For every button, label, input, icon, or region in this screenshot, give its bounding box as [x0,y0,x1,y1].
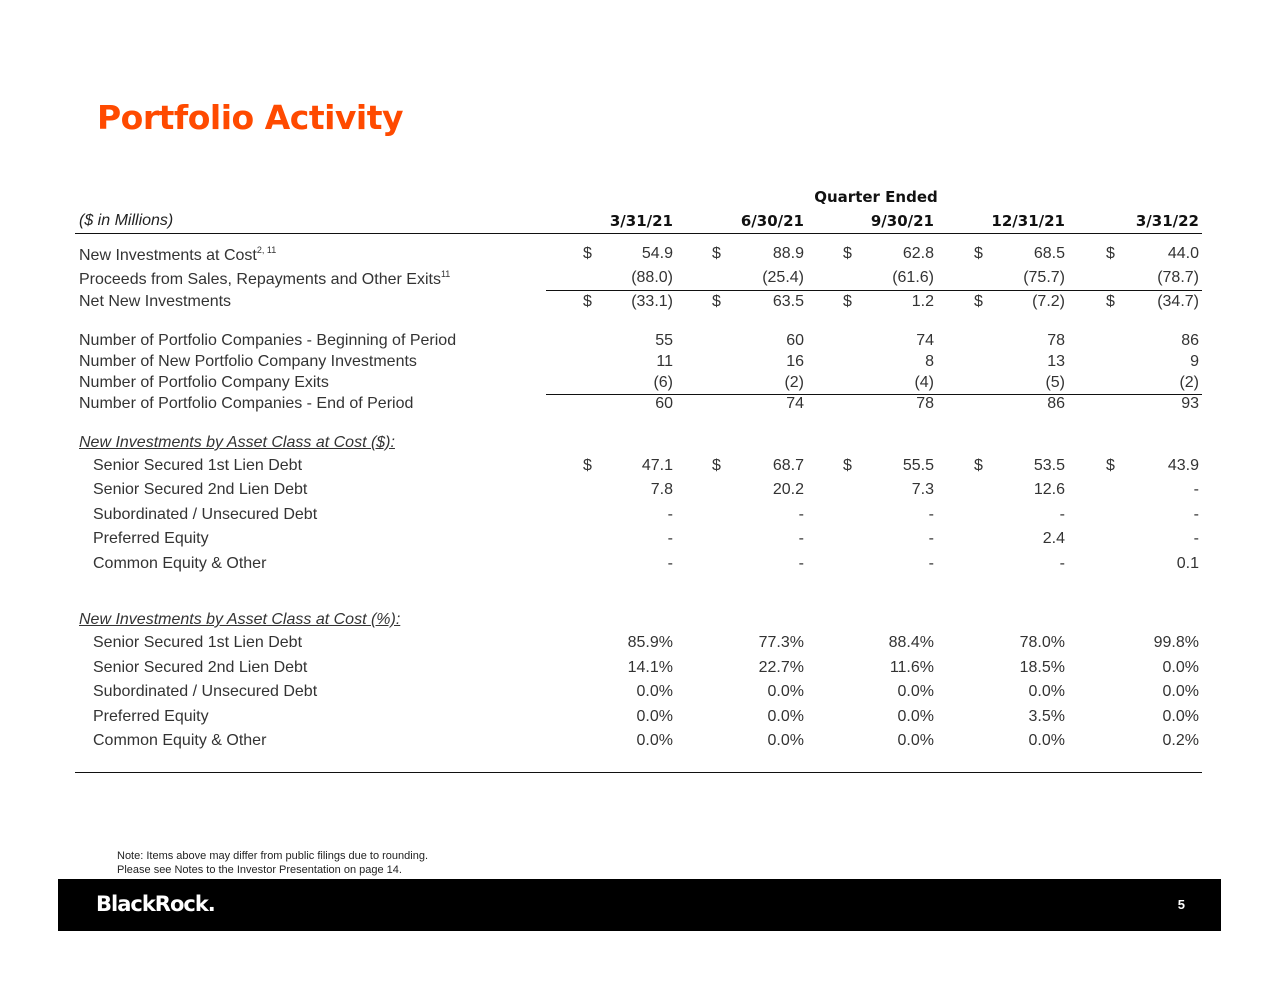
dollar-sign: $ [712,245,721,262]
row-label [93,659,307,677]
section-heading-dollars: New Investments by Asset Class at Cost ($): [79,434,395,451]
table-cell: (5) [1045,374,1065,391]
column-header: 9/30/21 [870,212,934,230]
dollar-sign: $ [712,293,721,310]
row-label-text: Number of Portfolio Company Exits [79,374,329,391]
dollar-sign: $ [843,245,852,262]
column-header: 3/31/21 [609,212,673,230]
row-label-text: Senior Secured 1st Lien Debt [93,457,303,474]
table-cell: 88.4% [888,634,934,651]
row-label [79,374,329,392]
row-label-text: New Investments at Cost [79,247,257,264]
row-label [93,732,266,750]
row-label-text: Preferred Equity [93,708,209,725]
table-cell: 1.2 [911,293,934,310]
row-label-text: Senior Secured 2nd Lien Debt [93,659,308,676]
row-label [79,269,450,289]
table-cell: 85.9% [627,634,673,651]
dollar-sign: $ [974,293,983,310]
table-cell: 0.0% [897,708,934,725]
dollar-sign: $ [583,457,592,474]
row-label-text: Number of Portfolio Companies - Beginning of Period [79,332,457,349]
page-number: 5 [1177,897,1185,912]
table-cell: 0.0% [1162,683,1199,700]
table-cell: 68.7 [772,457,804,474]
table-cell: 88.9 [772,245,804,262]
dollar-sign: $ [843,293,852,310]
table-cell: - [667,506,673,523]
dollar-sign: $ [583,245,592,262]
table-cell: - [667,530,673,547]
header-rule [75,233,1202,234]
table-cell: (6) [653,374,673,391]
table-cell: 20.2 [772,481,804,498]
table-cell: 43.9 [1167,457,1199,474]
row-label [93,506,317,524]
table-cell: 13 [1047,353,1065,370]
table-cell: 55.5 [902,457,934,474]
table-cell: - [667,555,673,572]
table-cell: 22.7% [758,659,804,676]
dollar-sign: $ [1106,457,1115,474]
table-cell: (61.6) [892,269,934,286]
column-header: 3/31/22 [1135,212,1199,230]
quarter-ended-heading: Quarter Ended [814,188,938,206]
table-cell: (2) [784,374,804,391]
footer-bar [58,879,1221,931]
table-cell: 53.5 [1033,457,1065,474]
row-label-text: Proceeds from Sales, Repayments and Other Exits [79,271,441,288]
table-cell: - [1059,506,1065,523]
table-cell: 11 [656,353,673,370]
table-cell: 60 [655,395,673,412]
table-cell: 11.6% [889,659,934,676]
table-cell: 0.0% [897,683,934,700]
table-cell: 86 [1047,395,1065,412]
table-cell: - [1193,506,1199,523]
dollar-sign: $ [1106,293,1115,310]
table-cell: 93 [1181,395,1199,412]
table-cell: 60 [786,332,804,349]
table-cell: 16 [786,353,804,370]
net-new-rule [546,290,1202,291]
blackrock-logo: BlackRock. [96,892,215,916]
table-cell: 47.1 [641,457,673,474]
row-label-text: Common Equity & Other [93,732,267,749]
table-cell: 44.0 [1167,245,1199,262]
table-cell: 78.0% [1019,634,1065,651]
row-label [93,683,317,701]
row-label [93,530,209,548]
row-label [79,293,231,311]
row-label [93,634,302,652]
row-label-text: Senior Secured 2nd Lien Debt [93,481,308,498]
table-cell: 3.5% [1028,708,1065,725]
table-cell: 2.4 [1042,530,1065,547]
table-cell: (75.7) [1023,269,1065,286]
table-cell: (34.7) [1157,293,1199,310]
row-label [93,555,266,573]
table-bottom-rule [75,772,1202,773]
table-cell: 78 [1047,332,1065,349]
row-label [79,395,413,413]
table-cell: 0.0% [1162,659,1199,676]
table-cell: 0.2% [1162,732,1199,749]
column-header: 6/30/21 [740,212,804,230]
table-cell: 12.6 [1033,481,1065,498]
table-cell: - [928,506,934,523]
row-label-text: Net New Investments [79,293,232,310]
table-cell: 0.0% [767,683,804,700]
table-cell: 0.0% [1162,708,1199,725]
table-cell: 0.0% [1028,732,1065,749]
footnote-reference: 2, 11 [256,245,277,255]
table-cell: 0.0% [897,732,934,749]
table-cell: 0.0% [636,683,673,700]
row-label [79,245,276,265]
table-cell: 54.9 [641,245,673,262]
table-cell: 68.5 [1033,245,1065,262]
table-cell: (88.0) [631,269,673,286]
table-cell: - [928,530,934,547]
row-label [93,457,302,475]
table-cell: 99.8% [1153,634,1199,651]
table-cell: 74 [916,332,934,349]
dollar-sign: $ [974,245,983,262]
dollar-sign: $ [843,457,852,474]
row-label-text: Subordinated / Unsecured Debt [93,683,318,700]
page-title: Portfolio Activity [97,98,404,137]
section-heading-percent: New Investments by Asset Class at Cost (%): [79,611,401,628]
table-cell: 7.3 [911,481,934,498]
table-cell: (33.1) [631,293,673,310]
table-cell: (25.4) [762,269,804,286]
table-cell: 9 [1190,353,1199,370]
table-cell: 62.8 [902,245,934,262]
table-cell: (2) [1179,374,1199,391]
table-cell: 77.3% [758,634,804,651]
row-label-text: Senior Secured 1st Lien Debt [93,634,303,651]
table-cell: - [1193,530,1199,547]
table-cell: 63.5 [772,293,804,310]
dollar-sign: $ [974,457,983,474]
table-cell: 8 [925,353,934,370]
table-cell: 0.0% [1028,683,1065,700]
table-cell: 74 [786,395,804,412]
row-label [93,708,209,726]
table-cell: 14.1% [627,659,673,676]
table-cell: 0.0% [636,732,673,749]
table-cell: - [798,530,804,547]
table-cell: - [928,555,934,572]
row-label-text: Common Equity & Other [93,555,267,572]
row-label [79,353,417,371]
note-see-notes: Please see Notes to the Investor Presentation on page 14. [117,864,402,876]
row-label [79,332,456,350]
row-label-text: Preferred Equity [93,530,209,547]
table-cell: 78 [916,395,934,412]
table-cell: - [1193,481,1199,498]
table-cell: 0.0% [767,708,804,725]
table-cell: (78.7) [1157,269,1199,286]
row-label-text: Number of Portfolio Companies - End of Period [79,395,414,412]
table-cell: (4) [914,374,934,391]
table-cell: - [1059,555,1065,572]
row-label [93,481,307,499]
dollar-sign: $ [1106,245,1115,262]
footnote-reference: 11 [440,269,451,279]
table-cell: 18.5% [1019,659,1065,676]
table-cell: - [798,506,804,523]
table-cell: 0.0% [767,732,804,749]
table-cell: 86 [1181,332,1199,349]
table-cell: 55 [655,332,673,349]
table-cell: 0.0% [636,708,673,725]
units-label: ($ in Millions) [79,212,174,229]
column-header: 12/31/21 [991,212,1065,230]
note-rounding: Note: Items above may differ from public filings due to rounding. [117,850,429,862]
table-cell: (7.2) [1032,293,1065,310]
dollar-sign: $ [583,293,592,310]
row-label-text: Number of New Portfolio Company Investments [79,353,417,370]
dollar-sign: $ [712,457,721,474]
row-label-text: Subordinated / Unsecured Debt [93,506,318,523]
table-cell: 7.8 [650,481,673,498]
table-cell: 0.1 [1176,555,1199,572]
table-cell: - [798,555,804,572]
